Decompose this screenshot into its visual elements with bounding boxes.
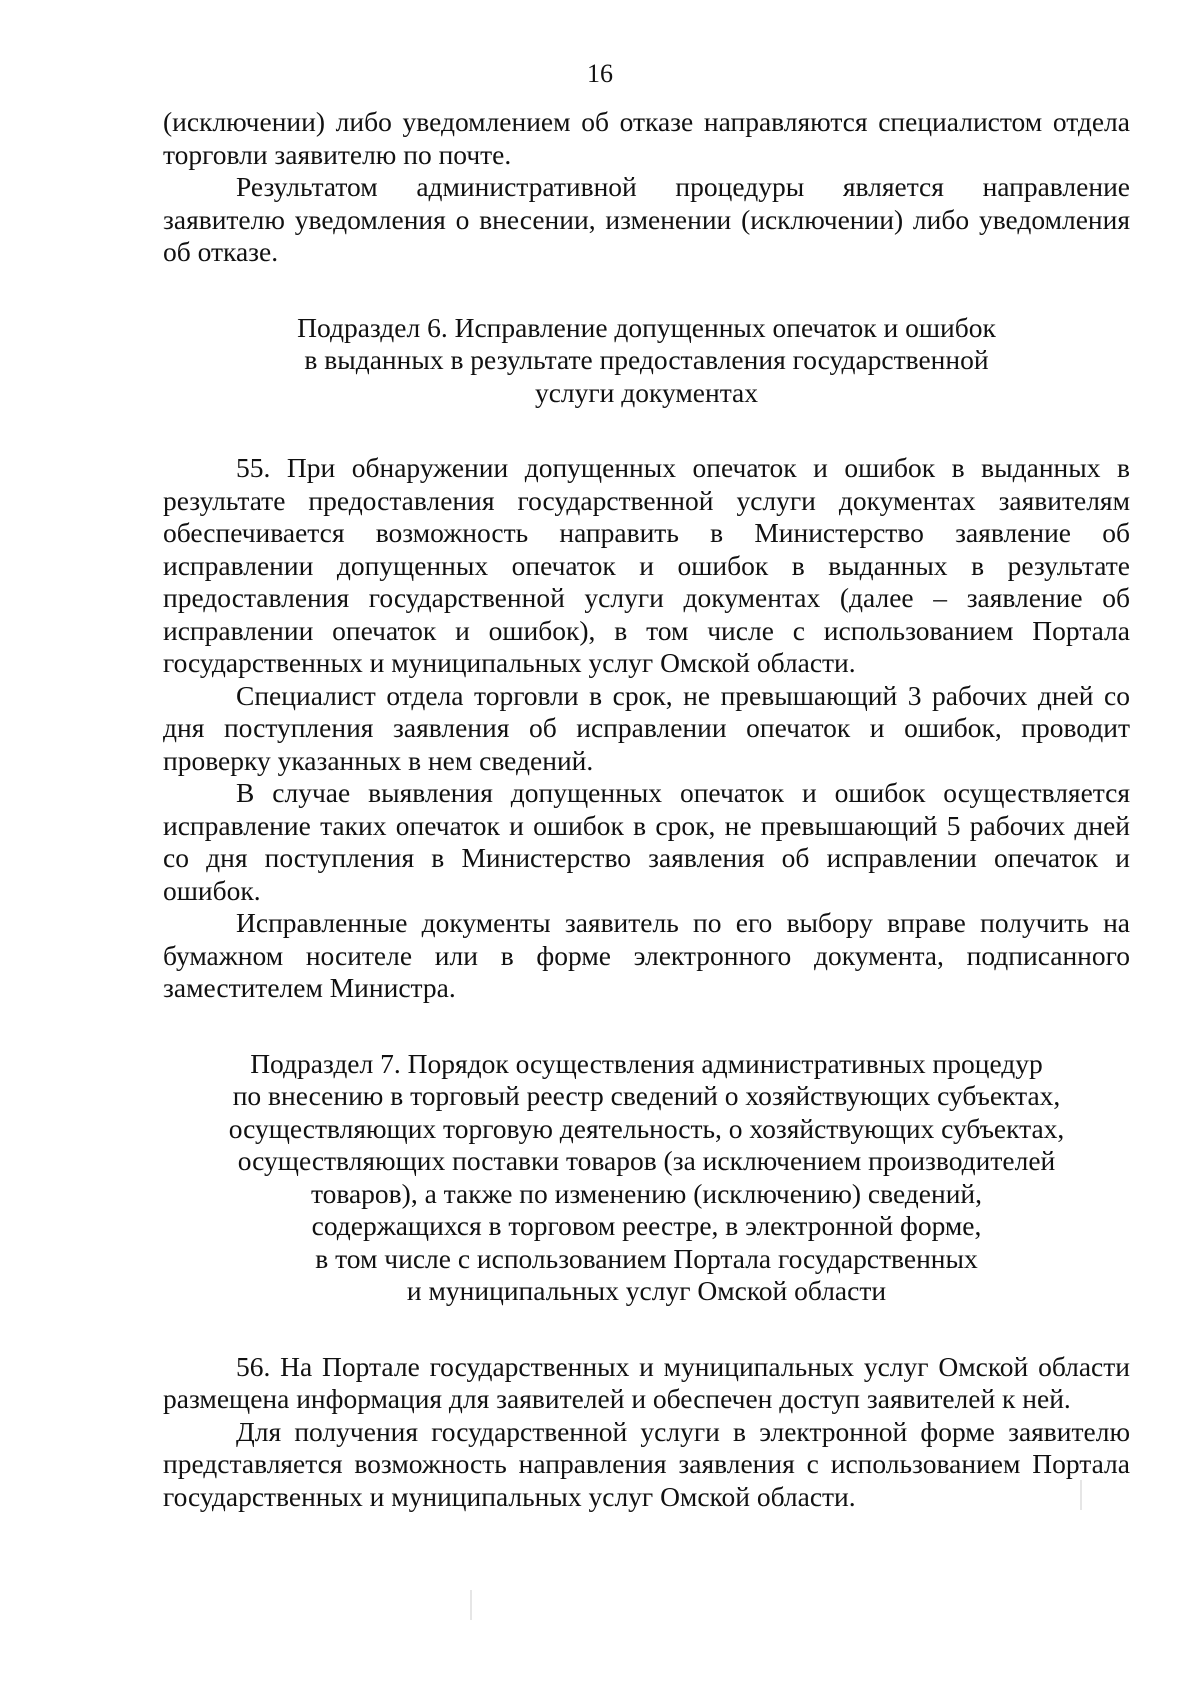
subsection-7-heading: [163, 1048, 1130, 1308]
heading-line: товаров), а также по изменению (исключению) сведений,: [310, 1177, 983, 1209]
heading-line: Подраздел 7. Порядок осуществления административных процедур: [250, 1047, 1043, 1079]
scan-artifact: [1080, 1480, 1082, 1510]
heading-line: Подраздел 6. Исправление допущенных опечаток и ошибок: [297, 311, 996, 343]
heading-line: в том числе с использованием Портала государственных: [315, 1242, 978, 1274]
paragraph-electronic-form: Для получения государственной услуги в электронной форме заявителю представляется возможность направления заявления с использованием Портала государственных и муниципальных услуг Омской области.: [163, 1415, 1130, 1512]
paragraph-corrected-documents: Исправленные документы заявитель по его выбору вправе получить на бумажном носителе или в форме электронного документа, подписанного заместителем Министра.: [163, 907, 1130, 1003]
page-number: 16: [587, 59, 613, 88]
heading-line: осуществляющих торговую деятельность, о хозяйствующих субъектах,: [228, 1112, 1065, 1144]
heading-line: осуществляющих поставки товаров (за исключением производителей: [237, 1145, 1056, 1176]
paragraph-procedure-result: Результатом административной процедуры является направление заявителю уведомления о внесении, изменении (исключении) либо уведомления об отказе.: [163, 171, 1130, 267]
heading-line: услуги документах: [534, 376, 759, 408]
heading-line: в выданных в результате предоставления государственной: [304, 344, 989, 375]
paragraph-56: 56. На Портале государственных и муниципальных услуг Омской области размещена информация для заявителей и обеспечен доступ заявителей к ней.: [163, 1350, 1130, 1414]
heading-line: по внесению в торговый реестр сведений о хозяйствующих субъектах,: [232, 1080, 1061, 1111]
paragraph-continuation: (исключении) либо уведомлением об отказе направляются специалистом отдела торговли заявителю по почте.: [163, 106, 1130, 170]
paragraph-55: 55. При обнаружении допущенных опечаток и ошибок в выданных в результате предоставления государственной услуги документах заявителям обеспечивается возможность направить в Министерство заявление об исправлении допущенных опечаток и ошибок в выданных в результате предоставления государственной услуги документах (далее – заявление об исправлении опечаток и ошибок), в том числе с использованием Портала государственных и муниципальных услуг Омской области.: [163, 452, 1130, 678]
heading-line: содержащихся в торговом реестре, в электронной форме,: [311, 1210, 982, 1241]
heading-line: и муниципальных услуг Омской области: [406, 1275, 887, 1306]
scan-artifact: [470, 1590, 472, 1620]
document-body: [163, 106, 1130, 1513]
paragraph-verification: Специалист отдела торговли в срок, не превышающий 3 рабочих дней со дня поступления заявления об исправлении опечаток и ошибок, проводит проверку указанных в нем сведений.: [163, 679, 1130, 776]
paragraph-correction: В случае выявления допущенных опечаток и ошибок осуществляется исправление таких опечаток и ошибок в срок, не превышающий 5 рабочих дней со дня поступления в Министерство заявления об исправлении опечаток и ошибок.: [163, 777, 1130, 906]
subsection-6-heading: [163, 312, 1130, 410]
